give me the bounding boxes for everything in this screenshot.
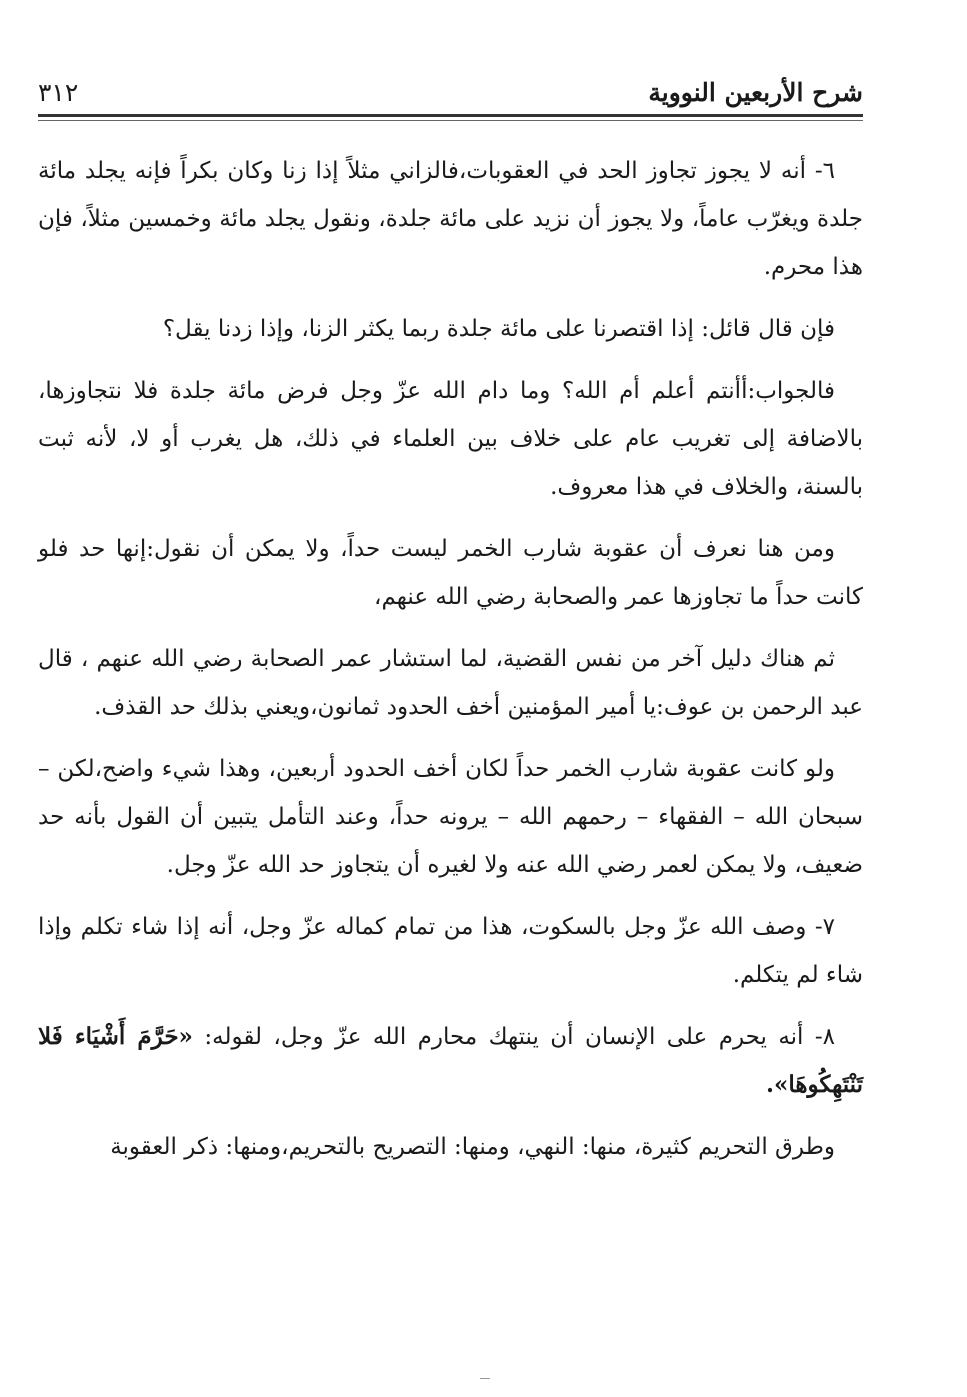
page-number: ٣١٢: [38, 78, 79, 107]
paragraph-wine-punishment: ومن هنا نعرف أن عقوبة شارب الخمر ليست حداً، ولا يمكن أن نقول:إنها حد فلو كانت حداً ما تجاوزها عمر والصحابة رضي الله عنهم،: [38, 536, 863, 610]
paragraph-point-8: [38, 1013, 863, 1109]
paragraph-question: فإن قال قائل: إذا اقتصرنا على مائة جلدة ربما يكثر الزنا، وإذا زدنا يقل؟: [162, 316, 835, 342]
document-page: [38, 60, 863, 1360]
paragraph-ways-of-prohibition: وطرق التحريم كثيرة، منها: النهي، ومنها: التصريح بالتحريم،ومنها: ذكر العقوبة: [110, 1134, 835, 1160]
page-content: [38, 147, 863, 1185]
paragraph-answer: فالجواب:أأنتم أعلم أم الله؟ وما دام الله عزّ وجل فرض مائة جلدة فلا نتجاوزها، بالاضافة إلى تغريب عام على خلاف بين العلماء في ذلك، هل يغرب أو لا، لأنه ثبت بالسنة، والخلاف في هذا معروف.: [38, 378, 863, 500]
book-title: شرح الأربعين النووية: [648, 78, 863, 107]
header-rule-thin: [38, 120, 863, 121]
hadith-quote: «حَرَّمَ أَشْيَاء فَلا تَنْتَهِكُوهَا».: [38, 1023, 863, 1098]
paragraph-point-7: ٧- وصف الله عزّ وجل بالسكوت، هذا من تمام كماله عزّ وجل، أنه إذا شاء تكلم وإذا شاء لم يتكلم.: [38, 914, 863, 988]
paragraph-another-evidence: ثم هناك دليل آخر من نفس القضية، لما استشار عمر الصحابة رضي الله عنهم ، قال عبد الرحمن بن عوف:يا أمير المؤمنين أخف الحدود ثمانون،ويعني بذلك حد القذف.: [38, 646, 863, 720]
footer-mark: [480, 1378, 490, 1380]
page-header: [38, 60, 863, 120]
paragraph-point-6: ٦- أنه لا يجوز تجاوز الحد في العقوبات،فالزاني مثلاً إذا زنا وكان بكراً فإنه يجلد مائة جلدة ويغرّب عاماً، ولا يجوز أن نزيد على مائة جلدة، ونقول يجلد مائة وخمسين مثلاً، فإن هذا محرم.: [38, 158, 863, 280]
header-rule-thick: [38, 114, 863, 117]
point-8-text: ٨- أنه يحرم على الإنسان أن ينتهك محارم الله عزّ وجل، لقوله:: [192, 1024, 836, 1050]
paragraph-if-it-were-hadd: ولو كانت عقوبة شارب الخمر حداً لكان أخف الحدود أربعين، وهذا شيء واضح،لكن – سبحان الله – الفقهاء – رحمهم الله – يرونه حداً، وعند التأمل يتبين أن القول بأنه حد ضعيف، ولا يمكن لعمر رضي الله عنه ولا لغيره أن يتجاوز حد الله عزّ وجل.: [38, 756, 863, 878]
